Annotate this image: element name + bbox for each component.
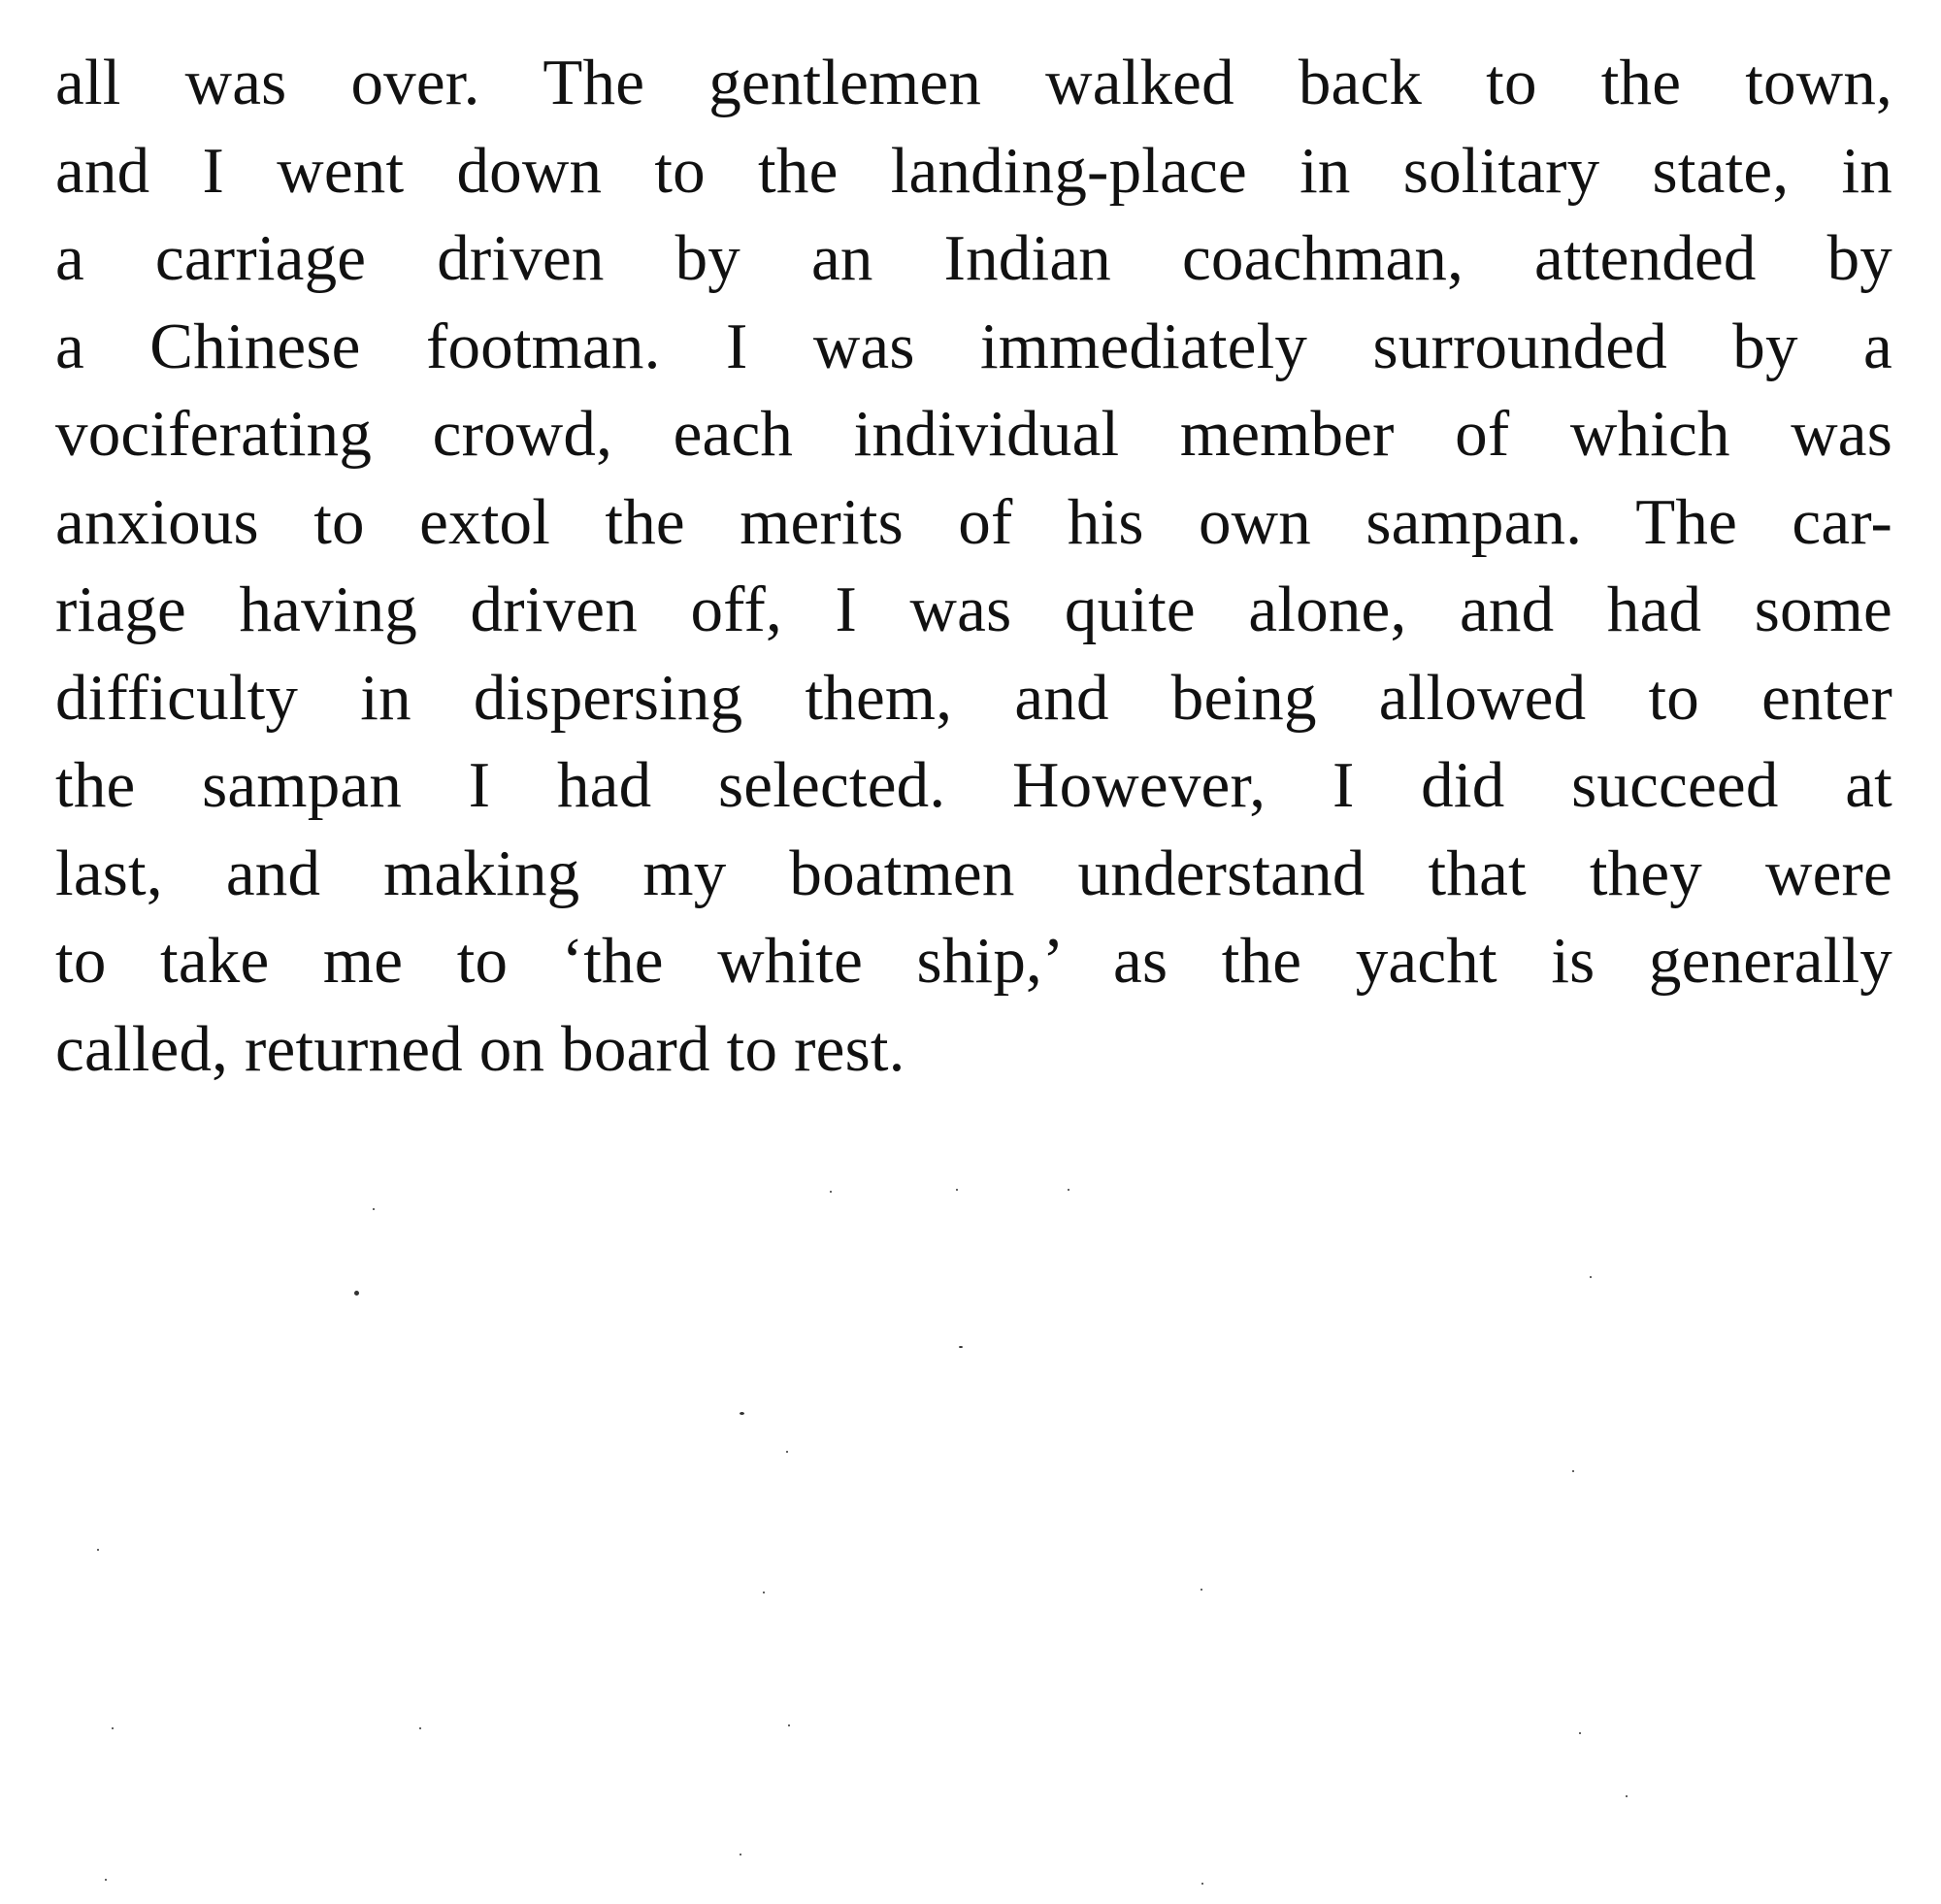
scan-speck: [830, 1191, 832, 1193]
body-paragraph: [55, 39, 1892, 1093]
paragraph-line: a Chinese footman. I was immediately surrounded by a: [55, 310, 1892, 382]
paragraph-line: last, and making my boatmen understand that they were: [55, 837, 1892, 909]
paragraph-line: a carriage driven by an Indian coachman, attended by: [55, 222, 1892, 294]
scan-speck: [740, 1412, 744, 1415]
paragraph-line: difficulty in dispersing them, and being allowed to enter: [55, 661, 1892, 734]
scan-speck: [740, 1854, 741, 1855]
scan-speck: [112, 1727, 114, 1729]
paragraph-line: to take me to ‘the white ship,’ as the yacht is generally: [55, 925, 1892, 997]
scan-speck: [1572, 1470, 1574, 1472]
scan-speck: [959, 1346, 963, 1348]
paragraph-line: the sampan I had selected. However, I did succeed at: [55, 749, 1892, 821]
paragraph-line: vociferating crowd, each individual member of which was: [55, 398, 1892, 470]
scan-speck: [1590, 1276, 1592, 1278]
paragraph-line: called, returned on board to rest.: [55, 1012, 905, 1085]
scan-speck: [105, 1879, 107, 1881]
scan-speck: [956, 1189, 958, 1191]
scan-speck: [1626, 1795, 1628, 1797]
scan-speck: [1201, 1883, 1203, 1885]
scan-speck: [373, 1208, 375, 1210]
scan-speck: [1068, 1189, 1069, 1191]
paragraph-line: anxious to extol the merits of his own sampan. The car-: [55, 485, 1892, 558]
paragraph-line: all was over. The gentlemen walked back to the town,: [55, 47, 1892, 118]
scan-speck: [419, 1727, 421, 1729]
scan-speck: [1579, 1732, 1581, 1734]
scan-speck: [786, 1451, 788, 1453]
scan-speck: [354, 1291, 359, 1296]
scan-speck: [97, 1549, 99, 1551]
paragraph-line: riage having driven off, I was quite alone, and had some: [55, 574, 1892, 645]
scan-speck: [763, 1592, 765, 1593]
scan-speck: [1201, 1589, 1202, 1591]
paragraph-line: and I went down to the landing-place in solitary state, in: [55, 134, 1892, 207]
scan-speck: [788, 1724, 790, 1726]
